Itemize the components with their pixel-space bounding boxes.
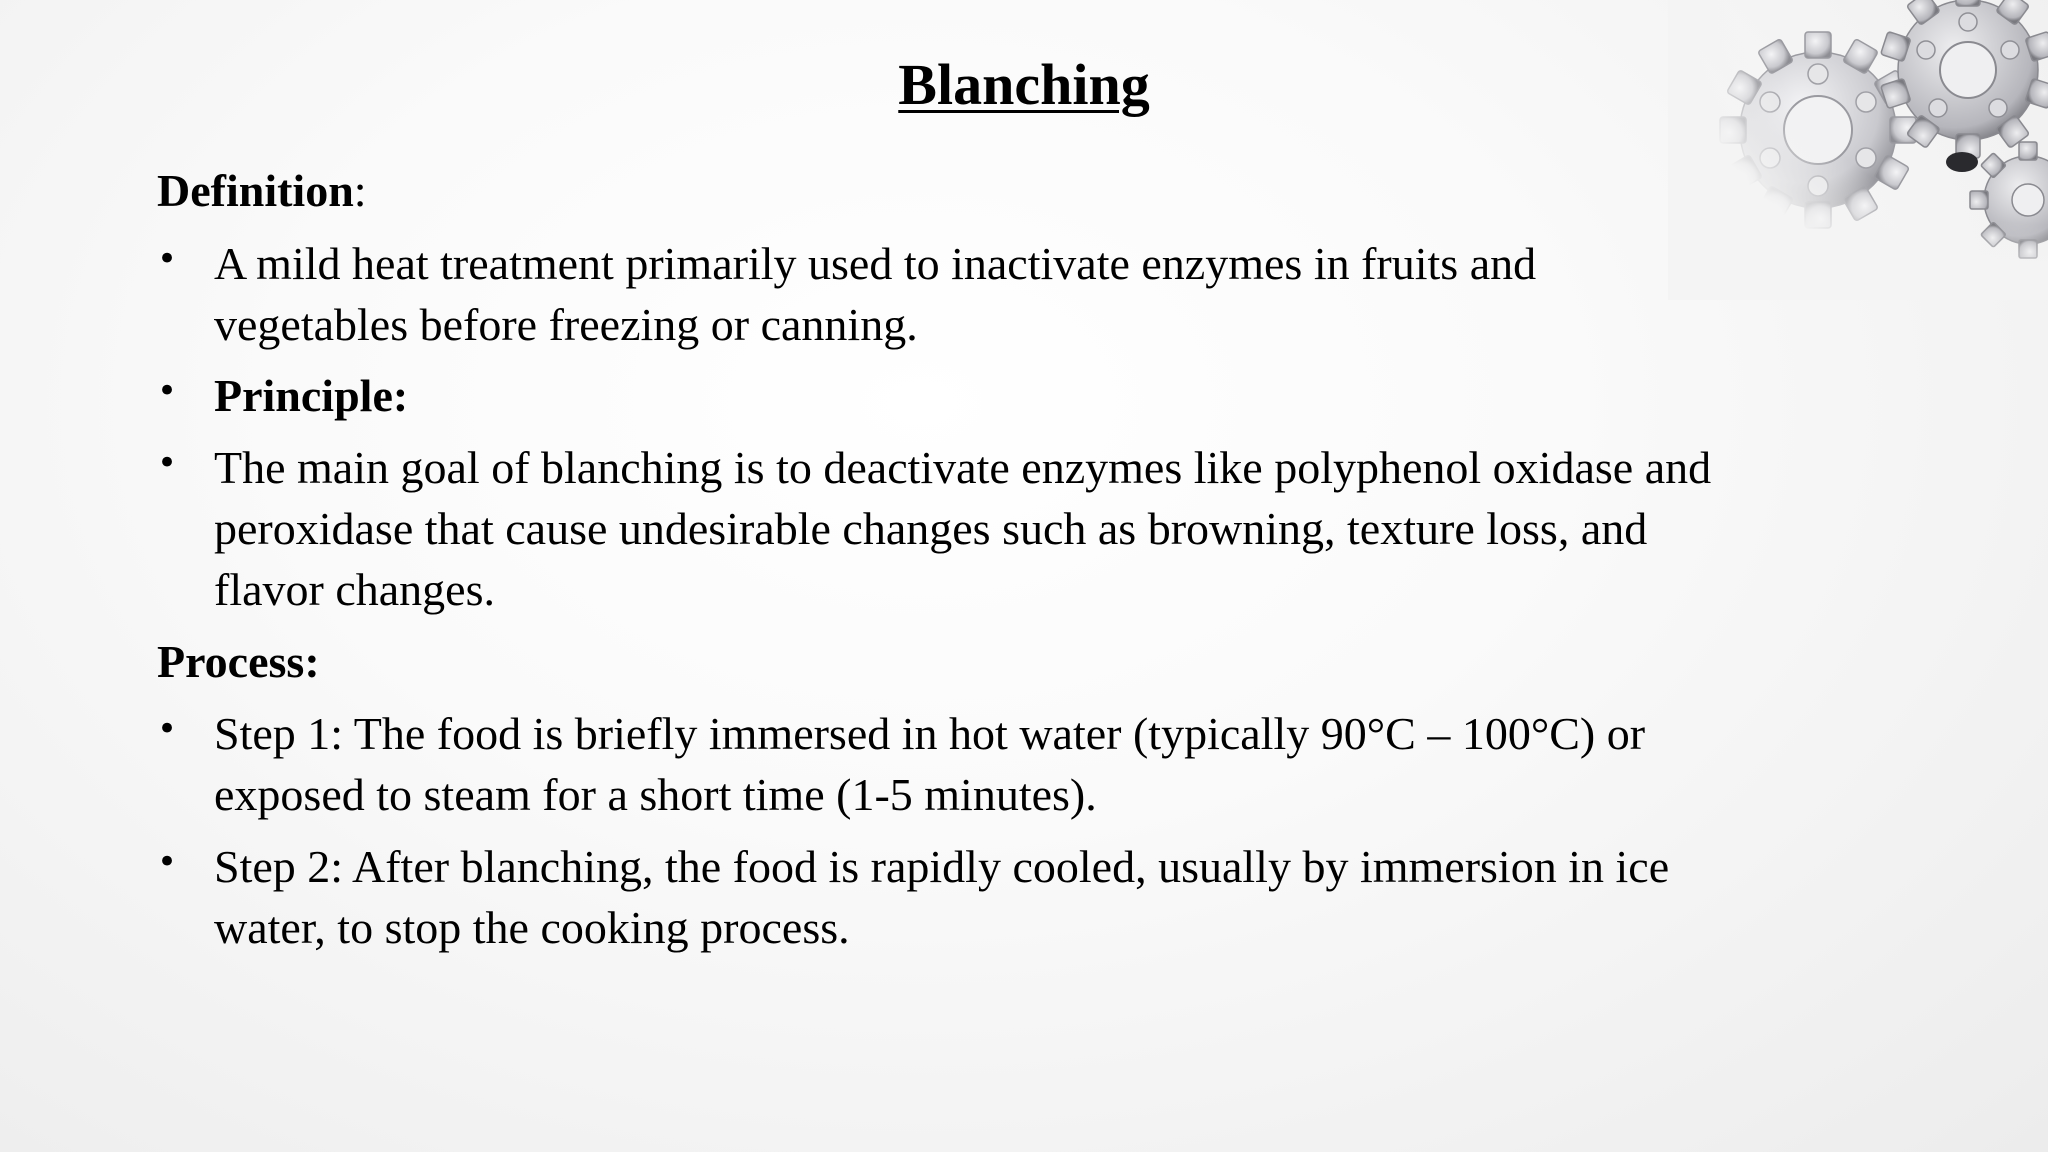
text-line: exposed to steam for a short time (1-5 minutes). [214,769,1097,820]
bullet-icon: • [157,709,178,749]
principle-heading: Principle: [214,370,409,421]
bullet-icon: • [157,443,178,483]
bullet-icon: • [157,239,178,279]
text-line: peroxidase that cause undesirable changes such as browning, texture loss, and [214,503,1648,554]
definition-colon: : [353,165,367,216]
text-line: Step 2: After blanching, the food is rapidly cooled, usually by immersion in ice [214,841,1670,892]
step1-text [214,703,2044,825]
principle-text [214,437,2044,620]
slide-title: Blanching [898,52,1150,117]
bullet-icon: • [157,842,178,882]
text-line: vegetables before freezing or canning. [214,299,918,350]
text-line: A mild heat treatment primarily used to inactivate enzymes in fruits and [214,238,1537,289]
definition-heading-row [157,160,367,221]
process-heading: Process: [157,636,320,687]
principle-heading-wrap [214,365,2044,426]
text-line: flavor changes. [214,564,495,615]
text-line: water, to stop the cooking process. [214,902,850,953]
bullet-icon: • [157,371,178,411]
text-line: The main goal of blanching is to deactivate enzymes like polyphenol oxidase and [214,442,1712,493]
definition-heading: Definition [157,165,354,216]
definition-text [214,233,2044,355]
process-heading-row [157,631,320,692]
step2-text [214,836,2044,958]
text-line: Step 1: The food is briefly immersed in hot water (typically 90°C – 100°C) or [214,708,1646,759]
